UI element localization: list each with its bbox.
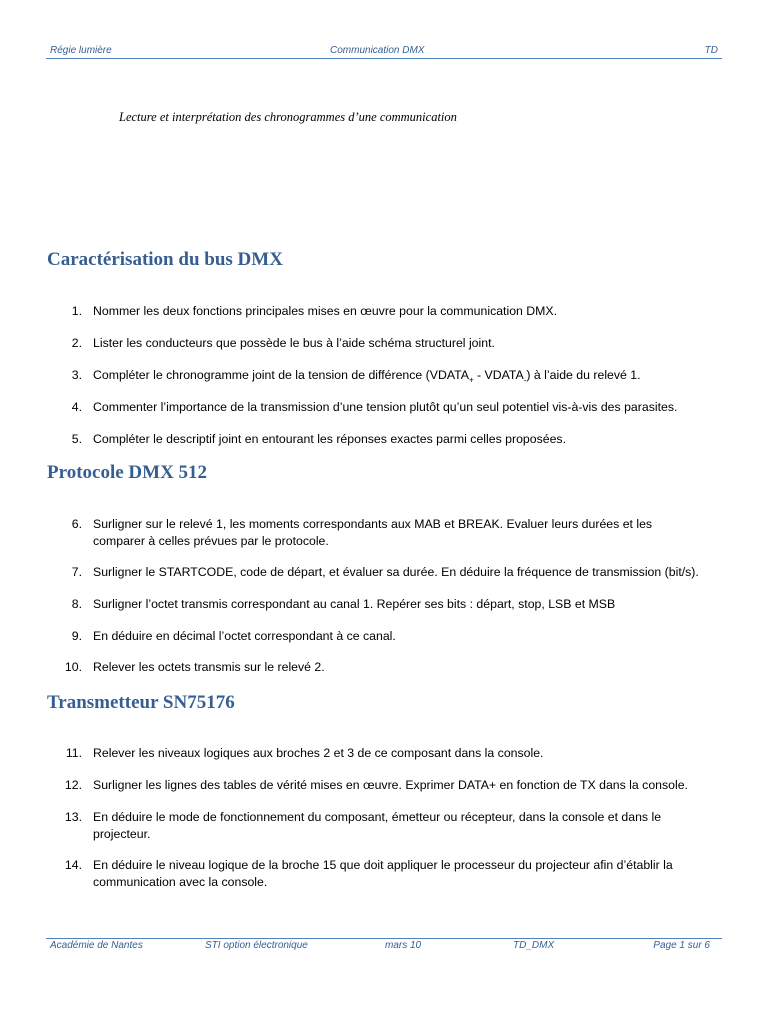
item-text: Relever les niveaux logiques aux broches 2 et 3 de ce composant dans la console. bbox=[93, 746, 544, 760]
item-number: 8. bbox=[71, 597, 82, 611]
footer-option: STI option électronique bbox=[205, 940, 308, 951]
page-header bbox=[46, 44, 722, 59]
item-text: Lister les conducteurs que possède le bus à l’aide schéma structurel joint. bbox=[93, 336, 495, 350]
page-footer bbox=[46, 938, 722, 953]
item-number: 6. bbox=[71, 517, 82, 531]
footer-academy: Académie de Nantes bbox=[50, 940, 143, 951]
item-text: En déduire le niveau logique de la broche 15 que doit appliquer le processeur du projecteur afin d’établir la communication avec la console. bbox=[93, 858, 673, 889]
item-text: Surligner les lignes des tables de vérité mises en œuvre. Exprimer DATA+ en fonction de TX dans la console. bbox=[93, 778, 688, 792]
item-number: 7. bbox=[71, 565, 82, 579]
item-text: Surligner sur le relevé 1, les moments correspondants aux MAB et BREAK. Evaluer leurs durées et les comparer à celles prévues par le protocole. bbox=[93, 517, 653, 548]
footer-date: mars 10 bbox=[385, 940, 422, 951]
header-right: TD bbox=[704, 45, 718, 56]
footer-page-number: Page 1 sur 6 bbox=[653, 940, 710, 951]
document-subtitle: Lecture et interprétation des chronogrammes d’une communication bbox=[119, 110, 457, 124]
item-number: 4. bbox=[71, 400, 82, 414]
footer-code: TD_DMX bbox=[513, 940, 555, 951]
header-left: Régie lumière bbox=[50, 45, 112, 56]
item-text: Commenter l’importance de la transmission d’une tension plutôt qu’un seul potentiel vis-à-vis des parasites. bbox=[93, 400, 678, 414]
item-number: 2. bbox=[71, 336, 82, 350]
item-text: En déduire le mode de fonctionnement du composant, émetteur ou récepteur, dans la console et dans le projecteur. bbox=[93, 810, 662, 841]
item-number: 14. bbox=[64, 858, 82, 872]
item-number: 1. bbox=[71, 304, 82, 318]
item-number: 9. bbox=[71, 629, 82, 643]
item-text: Compléter le descriptif joint en entourant les réponses exactes parmi celles proposées. bbox=[93, 432, 566, 446]
item-text: Surligner le STARTCODE, code de départ, et évaluer sa durée. En déduire la fréquence de transmission (bit/s). bbox=[93, 565, 699, 579]
item-number: 5. bbox=[71, 432, 82, 446]
section-title-transmitter: Transmetteur SN75176 bbox=[47, 692, 235, 713]
header-center: Communication DMX bbox=[330, 45, 425, 56]
item-text: Relever les octets transmis sur le relevé 2. bbox=[93, 660, 325, 674]
item-text: Nommer les deux fonctions principales mises en œuvre pour la communication DMX. bbox=[93, 304, 558, 318]
section-title-bus: Caractérisation du bus DMX bbox=[47, 249, 283, 270]
item-number: 11. bbox=[65, 746, 82, 760]
item-number: 10. bbox=[64, 660, 82, 674]
item-text: Surligner l’octet transmis correspondant au canal 1. Repérer ses bits : départ, stop, LSB et MSB bbox=[93, 597, 616, 611]
item-text: Compléter le chronogramme joint de la tension de différence ($VDATA_+$ - $VDATA_-$) à l’aide du relevé 1. bbox=[93, 368, 641, 385]
item-number: 3. bbox=[71, 368, 82, 382]
item-number: 13. bbox=[64, 810, 82, 824]
item-number: 12. bbox=[64, 778, 82, 792]
item-text: En déduire en décimal l’octet correspondant à ce canal. bbox=[93, 629, 396, 643]
section-title-protocol: Protocole DMX 512 bbox=[47, 462, 208, 483]
